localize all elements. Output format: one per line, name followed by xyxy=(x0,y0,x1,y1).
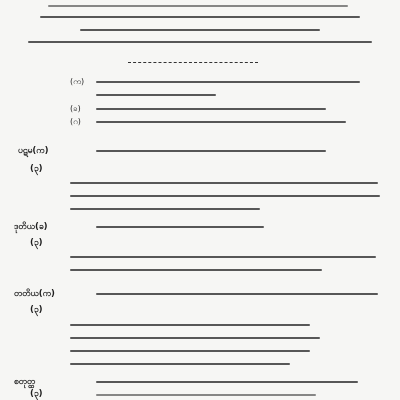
margin-label: (၃) xyxy=(30,389,43,399)
text-line xyxy=(70,363,290,365)
text-line xyxy=(70,182,378,184)
separator xyxy=(128,62,258,63)
text-line xyxy=(96,150,326,152)
margin-label: (၃) xyxy=(30,238,43,248)
text-line xyxy=(70,337,320,339)
margin-label: စတုတ္ထ xyxy=(14,377,36,387)
text-line xyxy=(96,226,264,228)
text-line xyxy=(70,350,310,352)
text-line xyxy=(70,256,376,258)
margin-label: (၃) xyxy=(30,305,43,315)
margin-label: ဒုတိယ(ခ) xyxy=(14,222,48,232)
header-line xyxy=(40,16,360,18)
text-line xyxy=(96,293,378,295)
text-line xyxy=(96,81,360,83)
text-line xyxy=(70,195,380,197)
text-line xyxy=(96,108,326,110)
margin-label: (၃) xyxy=(30,164,43,174)
margin-label: ပဋမ(က) xyxy=(18,146,49,156)
item-mark: (ခ) xyxy=(70,104,81,113)
text-line xyxy=(70,324,310,326)
header-line xyxy=(80,29,320,31)
header-line xyxy=(48,5,348,7)
item-mark: (ဂ) xyxy=(70,117,81,126)
item-mark: (က) xyxy=(70,77,85,86)
text-line xyxy=(70,269,322,271)
margin-label: တတိယ(က) xyxy=(14,289,55,299)
text-line xyxy=(96,94,216,96)
text-line xyxy=(96,394,316,396)
text-line xyxy=(70,208,260,210)
text-line xyxy=(96,121,346,123)
text-line xyxy=(96,381,358,383)
header-line xyxy=(28,41,372,43)
